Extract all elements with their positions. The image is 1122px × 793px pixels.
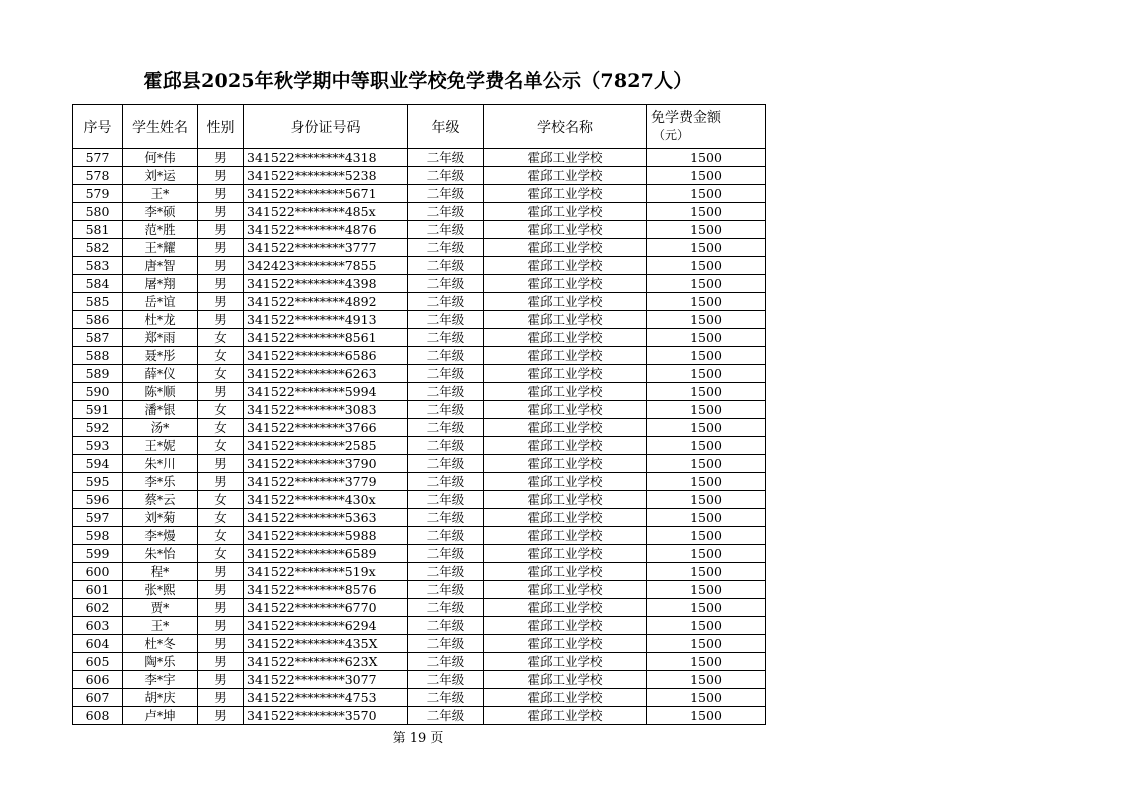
cell-id: 341522********4892	[244, 293, 408, 311]
cell-seq: 597	[73, 509, 123, 527]
cell-amount: 1500	[647, 617, 766, 635]
cell-id: 341522********5363	[244, 509, 408, 527]
cell-amount: 1500	[647, 401, 766, 419]
cell-grade: 二年级	[408, 275, 484, 293]
header-grade: 年级	[408, 105, 484, 149]
cell-school: 霍邱工业学校	[484, 455, 647, 473]
cell-grade: 二年级	[408, 347, 484, 365]
cell-seq: 593	[73, 437, 123, 455]
table-row	[73, 419, 766, 437]
cell-seq: 586	[73, 311, 123, 329]
student-table	[72, 104, 766, 725]
cell-seq: 601	[73, 581, 123, 599]
cell-id: 341522********4876	[244, 221, 408, 239]
cell-school: 霍邱工业学校	[484, 167, 647, 185]
cell-seq: 599	[73, 545, 123, 563]
cell-school: 霍邱工业学校	[484, 509, 647, 527]
cell-seq: 577	[73, 149, 123, 167]
cell-id: 341522********3777	[244, 239, 408, 257]
cell-gender: 男	[198, 563, 244, 581]
cell-id: 341522********6294	[244, 617, 408, 635]
cell-grade: 二年级	[408, 329, 484, 347]
table-row	[73, 635, 766, 653]
cell-gender: 男	[198, 671, 244, 689]
cell-seq: 598	[73, 527, 123, 545]
cell-amount: 1500	[647, 347, 766, 365]
cell-grade: 二年级	[408, 491, 484, 509]
header-seq: 序号	[73, 105, 123, 149]
cell-amount: 1500	[647, 509, 766, 527]
cell-amount: 1500	[647, 473, 766, 491]
table-row	[73, 527, 766, 545]
cell-amount: 1500	[647, 203, 766, 221]
table-row	[73, 365, 766, 383]
cell-grade: 二年级	[408, 437, 484, 455]
cell-gender: 男	[198, 383, 244, 401]
cell-gender: 男	[198, 707, 244, 725]
cell-grade: 二年级	[408, 293, 484, 311]
cell-seq: 604	[73, 635, 123, 653]
table-row	[73, 617, 766, 635]
cell-id: 341522********4318	[244, 149, 408, 167]
cell-gender: 女	[198, 419, 244, 437]
cell-school: 霍邱工业学校	[484, 707, 647, 725]
cell-name: 王*妮	[123, 437, 198, 455]
table-row	[73, 347, 766, 365]
cell-gender: 女	[198, 491, 244, 509]
cell-seq: 582	[73, 239, 123, 257]
cell-school: 霍邱工业学校	[484, 473, 647, 491]
table-row	[73, 311, 766, 329]
table-row	[73, 509, 766, 527]
cell-name: 程*	[123, 563, 198, 581]
table-row	[73, 167, 766, 185]
cell-gender: 女	[198, 329, 244, 347]
cell-name: 唐*智	[123, 257, 198, 275]
cell-school: 霍邱工业学校	[484, 311, 647, 329]
cell-name: 郑*雨	[123, 329, 198, 347]
table-row	[73, 437, 766, 455]
cell-school: 霍邱工业学校	[484, 617, 647, 635]
page-title: 霍邱县2025年秋学期中等职业学校免学费名单公示（7827人）	[143, 70, 693, 92]
cell-amount: 1500	[647, 527, 766, 545]
cell-school: 霍邱工业学校	[484, 491, 647, 509]
cell-seq: 594	[73, 455, 123, 473]
cell-id: 341522********6589	[244, 545, 408, 563]
table-row	[73, 383, 766, 401]
cell-gender: 女	[198, 401, 244, 419]
cell-name: 陈*顺	[123, 383, 198, 401]
cell-id: 341522********2585	[244, 437, 408, 455]
cell-school: 霍邱工业学校	[484, 239, 647, 257]
cell-school: 霍邱工业学校	[484, 635, 647, 653]
cell-amount: 1500	[647, 581, 766, 599]
cell-id: 341522********6263	[244, 365, 408, 383]
cell-amount: 1500	[647, 221, 766, 239]
cell-grade: 二年级	[408, 419, 484, 437]
cell-grade: 二年级	[408, 311, 484, 329]
cell-school: 霍邱工业学校	[484, 437, 647, 455]
cell-name: 王*耀	[123, 239, 198, 257]
cell-name: 刘*菊	[123, 509, 198, 527]
cell-grade: 二年级	[408, 185, 484, 203]
cell-seq: 607	[73, 689, 123, 707]
cell-school: 霍邱工业学校	[484, 527, 647, 545]
cell-school: 霍邱工业学校	[484, 257, 647, 275]
table-row	[73, 221, 766, 239]
table-row	[73, 653, 766, 671]
cell-id: 341522********3077	[244, 671, 408, 689]
cell-name: 朱*川	[123, 455, 198, 473]
cell-amount: 1500	[647, 257, 766, 275]
cell-grade: 二年级	[408, 221, 484, 239]
cell-amount: 1500	[647, 311, 766, 329]
table-row	[73, 329, 766, 347]
cell-amount: 1500	[647, 275, 766, 293]
cell-seq: 592	[73, 419, 123, 437]
cell-name: 潘*银	[123, 401, 198, 419]
cell-amount: 1500	[647, 707, 766, 725]
cell-name: 汤*	[123, 419, 198, 437]
cell-amount: 1500	[647, 563, 766, 581]
cell-gender: 男	[198, 221, 244, 239]
cell-gender: 女	[198, 365, 244, 383]
cell-amount: 1500	[647, 689, 766, 707]
cell-school: 霍邱工业学校	[484, 545, 647, 563]
cell-gender: 男	[198, 455, 244, 473]
cell-grade: 二年级	[408, 581, 484, 599]
cell-gender: 男	[198, 167, 244, 185]
cell-school: 霍邱工业学校	[484, 329, 647, 347]
cell-id: 341522********6586	[244, 347, 408, 365]
cell-seq: 585	[73, 293, 123, 311]
cell-amount: 1500	[647, 653, 766, 671]
cell-amount: 1500	[647, 329, 766, 347]
cell-id: 341522********485x	[244, 203, 408, 221]
cell-gender: 男	[198, 149, 244, 167]
cell-school: 霍邱工业学校	[484, 221, 647, 239]
table-row	[73, 671, 766, 689]
table-row	[73, 401, 766, 419]
cell-name: 杜*龙	[123, 311, 198, 329]
table-row	[73, 563, 766, 581]
table-row	[73, 239, 766, 257]
cell-name: 杜*冬	[123, 635, 198, 653]
table-row	[73, 491, 766, 509]
cell-gender: 男	[198, 239, 244, 257]
cell-id: 341522********5994	[244, 383, 408, 401]
cell-name: 刘*运	[123, 167, 198, 185]
cell-grade: 二年级	[408, 203, 484, 221]
cell-seq: 589	[73, 365, 123, 383]
cell-seq: 587	[73, 329, 123, 347]
cell-id: 341522********4753	[244, 689, 408, 707]
cell-school: 霍邱工业学校	[484, 599, 647, 617]
cell-seq: 584	[73, 275, 123, 293]
cell-school: 霍邱工业学校	[484, 293, 647, 311]
cell-gender: 女	[198, 545, 244, 563]
cell-school: 霍邱工业学校	[484, 185, 647, 203]
cell-grade: 二年级	[408, 383, 484, 401]
cell-seq: 595	[73, 473, 123, 491]
cell-id: 341522********519x	[244, 563, 408, 581]
cell-amount: 1500	[647, 491, 766, 509]
cell-grade: 二年级	[408, 167, 484, 185]
cell-id: 341522********5238	[244, 167, 408, 185]
cell-amount: 1500	[647, 599, 766, 617]
cell-grade: 二年级	[408, 239, 484, 257]
cell-name: 张*熙	[123, 581, 198, 599]
cell-amount: 1500	[647, 239, 766, 257]
cell-school: 霍邱工业学校	[484, 365, 647, 383]
cell-gender: 女	[198, 437, 244, 455]
table-row	[73, 599, 766, 617]
cell-id: 341522********4913	[244, 311, 408, 329]
table-header-row	[73, 105, 766, 149]
page-number: 第 19 页	[392, 731, 444, 746]
cell-school: 霍邱工业学校	[484, 383, 647, 401]
cell-seq: 578	[73, 167, 123, 185]
table-row	[73, 203, 766, 221]
cell-seq: 579	[73, 185, 123, 203]
cell-amount: 1500	[647, 455, 766, 473]
cell-gender: 男	[198, 311, 244, 329]
header-amount-label: 免学费金额	[651, 109, 721, 126]
cell-id: 342423********7855	[244, 257, 408, 275]
cell-id: 341522********3779	[244, 473, 408, 491]
table-row	[73, 257, 766, 275]
cell-amount: 1500	[647, 185, 766, 203]
header-id: 身份证号码	[244, 105, 408, 149]
cell-seq: 603	[73, 617, 123, 635]
cell-id: 341522********8576	[244, 581, 408, 599]
header-name: 学生姓名	[123, 105, 198, 149]
cell-school: 霍邱工业学校	[484, 275, 647, 293]
cell-gender: 男	[198, 581, 244, 599]
cell-school: 霍邱工业学校	[484, 581, 647, 599]
table-row	[73, 185, 766, 203]
cell-amount: 1500	[647, 437, 766, 455]
cell-name: 李*宇	[123, 671, 198, 689]
cell-id: 341522********435X	[244, 635, 408, 653]
cell-name: 薛*仪	[123, 365, 198, 383]
cell-gender: 男	[198, 473, 244, 491]
cell-grade: 二年级	[408, 599, 484, 617]
cell-name: 卢*坤	[123, 707, 198, 725]
table-row	[73, 455, 766, 473]
cell-amount: 1500	[647, 149, 766, 167]
cell-seq: 591	[73, 401, 123, 419]
cell-gender: 男	[198, 689, 244, 707]
cell-seq: 600	[73, 563, 123, 581]
cell-name: 李*硕	[123, 203, 198, 221]
cell-gender: 男	[198, 599, 244, 617]
cell-grade: 二年级	[408, 455, 484, 473]
cell-grade: 二年级	[408, 401, 484, 419]
cell-grade: 二年级	[408, 545, 484, 563]
cell-gender: 男	[198, 617, 244, 635]
cell-gender: 男	[198, 635, 244, 653]
cell-name: 蔡*云	[123, 491, 198, 509]
cell-grade: 二年级	[408, 527, 484, 545]
cell-grade: 二年级	[408, 149, 484, 167]
cell-gender: 女	[198, 347, 244, 365]
cell-school: 霍邱工业学校	[484, 563, 647, 581]
header-gender: 性别	[198, 105, 244, 149]
cell-grade: 二年级	[408, 671, 484, 689]
cell-grade: 二年级	[408, 635, 484, 653]
cell-gender: 男	[198, 257, 244, 275]
cell-grade: 二年级	[408, 617, 484, 635]
cell-amount: 1500	[647, 293, 766, 311]
cell-id: 341522********623X	[244, 653, 408, 671]
cell-name: 范*胜	[123, 221, 198, 239]
cell-id: 341522********6770	[244, 599, 408, 617]
cell-name: 胡*庆	[123, 689, 198, 707]
header-amount	[647, 105, 766, 149]
cell-grade: 二年级	[408, 365, 484, 383]
cell-id: 341522********3083	[244, 401, 408, 419]
cell-id: 341522********5671	[244, 185, 408, 203]
header-school: 学校名称	[484, 105, 647, 149]
cell-name: 屠*翔	[123, 275, 198, 293]
cell-gender: 男	[198, 203, 244, 221]
cell-school: 霍邱工业学校	[484, 401, 647, 419]
cell-grade: 二年级	[408, 563, 484, 581]
cell-id: 341522********430x	[244, 491, 408, 509]
cell-name: 聂*彤	[123, 347, 198, 365]
cell-grade: 二年级	[408, 509, 484, 527]
table-row	[73, 293, 766, 311]
table-row	[73, 707, 766, 725]
cell-name: 陶*乐	[123, 653, 198, 671]
cell-amount: 1500	[647, 365, 766, 383]
cell-gender: 男	[198, 185, 244, 203]
cell-name: 李*熳	[123, 527, 198, 545]
cell-name: 何*伟	[123, 149, 198, 167]
cell-name: 李*乐	[123, 473, 198, 491]
cell-name: 王*	[123, 185, 198, 203]
cell-name: 贾*	[123, 599, 198, 617]
cell-amount: 1500	[647, 545, 766, 563]
cell-school: 霍邱工业学校	[484, 203, 647, 221]
cell-grade: 二年级	[408, 689, 484, 707]
cell-gender: 男	[198, 653, 244, 671]
cell-grade: 二年级	[408, 473, 484, 491]
cell-gender: 女	[198, 527, 244, 545]
cell-id: 341522********8561	[244, 329, 408, 347]
cell-id: 341522********3570	[244, 707, 408, 725]
table-row	[73, 149, 766, 167]
cell-grade: 二年级	[408, 653, 484, 671]
cell-school: 霍邱工业学校	[484, 347, 647, 365]
cell-amount: 1500	[647, 635, 766, 653]
cell-id: 341522********3766	[244, 419, 408, 437]
table-row	[73, 581, 766, 599]
cell-school: 霍邱工业学校	[484, 419, 647, 437]
cell-school: 霍邱工业学校	[484, 689, 647, 707]
header-amount-unit: （元）	[653, 127, 690, 142]
cell-seq: 580	[73, 203, 123, 221]
cell-seq: 605	[73, 653, 123, 671]
cell-name: 王*	[123, 617, 198, 635]
table-row	[73, 275, 766, 293]
table-row	[73, 473, 766, 491]
cell-seq: 588	[73, 347, 123, 365]
cell-grade: 二年级	[408, 707, 484, 725]
cell-amount: 1500	[647, 419, 766, 437]
cell-amount: 1500	[647, 383, 766, 401]
cell-amount: 1500	[647, 167, 766, 185]
cell-id: 341522********4398	[244, 275, 408, 293]
cell-name: 朱*怡	[123, 545, 198, 563]
cell-gender: 女	[198, 509, 244, 527]
table-row	[73, 689, 766, 707]
cell-gender: 男	[198, 293, 244, 311]
cell-seq: 608	[73, 707, 123, 725]
cell-grade: 二年级	[408, 257, 484, 275]
cell-amount: 1500	[647, 671, 766, 689]
cell-seq: 590	[73, 383, 123, 401]
cell-school: 霍邱工业学校	[484, 149, 647, 167]
cell-school: 霍邱工业学校	[484, 653, 647, 671]
cell-seq: 596	[73, 491, 123, 509]
cell-id: 341522********3790	[244, 455, 408, 473]
cell-seq: 581	[73, 221, 123, 239]
cell-name: 岳*谊	[123, 293, 198, 311]
cell-id: 341522********5988	[244, 527, 408, 545]
cell-school: 霍邱工业学校	[484, 671, 647, 689]
table-row	[73, 545, 766, 563]
cell-gender: 男	[198, 275, 244, 293]
cell-seq: 602	[73, 599, 123, 617]
cell-seq: 606	[73, 671, 123, 689]
cell-seq: 583	[73, 257, 123, 275]
